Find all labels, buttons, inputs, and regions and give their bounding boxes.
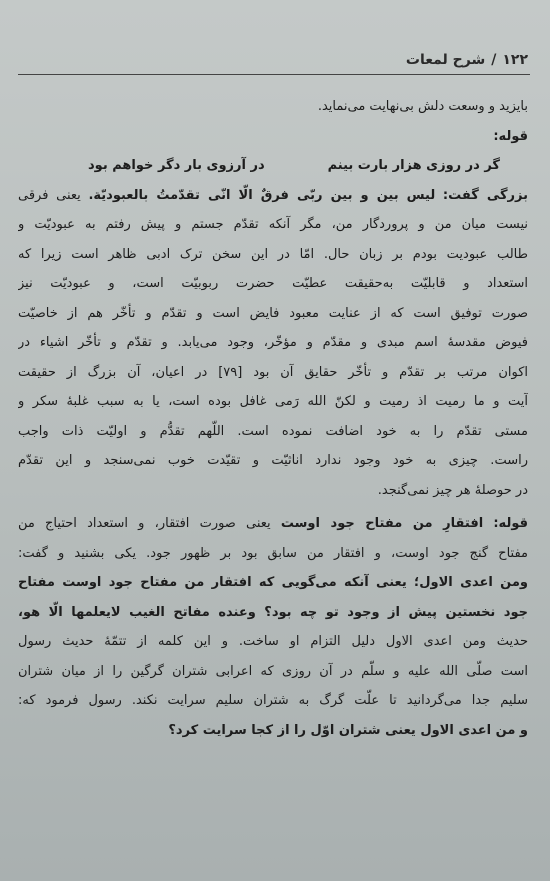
text-line: سلیم جدا می‌گردانید تا علّت گرگ به شتران سلیم سرایت نکند. رسول فرمود که: [18, 693, 528, 708]
text-line: در حوصلهٔ هر چیز نمی‌گنجد. [377, 482, 528, 498]
page-number: ۱۲۲ [502, 52, 528, 68]
text-line [18, 181, 528, 211]
page-header [18, 46, 528, 74]
text-line: است صلّی الله علیه و سلّم در آن روزی که اعرابی شتران گرگین را از میان شتران [18, 663, 528, 679]
header-rule [18, 74, 530, 75]
text-line: طالب عبودیت بودم بر زبان حال. امّا در این سخن ترک ادبی ظاهر است زیرا که [18, 246, 528, 262]
poem-hemistich-left: در آرزوی بار دگر خواهم بود [88, 158, 265, 173]
quote-fragment: افتقارِ من مفتاح جود اوست [280, 516, 484, 531]
text-line: مستی تقدّم را به خود اضافت نموده است. اللّهم تقدُّم و اولیّت ذات واجب [18, 423, 528, 439]
text-line: راست. چیزی به خود وجود ندارد اناثیّت و تقیّدت خوب نمی‌سنجد و این تقدّم [18, 453, 528, 468]
text-line: حدیث ومن اعدی الاول دلیل التزام او ساخت. و این کلمه از تتمّهٔ حدیث رسول [18, 634, 528, 649]
text-line: نیست میان من و پروردگار من، مگر آنکه تقدّم جستم و پیش رفتم به عبودیّت و [18, 217, 528, 232]
text-line: مفتاح گنج جود اوست، و افتقار من سابق بود بر ظهور جود. یکی بشنید و گفت: [18, 545, 528, 561]
qawluhu-label: قوله: [493, 516, 528, 531]
text-line: آیت و ما رمیت اذ رمیت و لکنّ الله رَمی غافل بوده است، یا به سبب غلبهٔ سکر و [18, 394, 528, 409]
text-fragment: یعنی صورت افتقار، و استعداد احتیاج من [18, 516, 271, 531]
text-line: استعداد و قابلیّت به‌حقیقت عطیّت حضرت ربوبیّت است، و عبودیّت نیز [18, 276, 528, 291]
arabic-quote: لیس بین و بین ربّی فرقٌ الّا انّی تقدّمتُ بالعبودیّة. [88, 187, 436, 203]
poem-verse [18, 151, 528, 181]
text-line: صورت توفیق است که از عنایت معبود فایض است و تقدّم و تأخّر هم از خاصیّت [18, 305, 528, 321]
text-line: و من اعدی الاول یعنی شتران اوّل را از کجا سرایت کرد؟ [168, 722, 528, 738]
text-line: فیوض مقدسهٔ اسم مبدی و مقدّم و مؤخّر، وجود می‌یابد. و تقدّم و تأخّر اشیاء در [18, 335, 528, 350]
text-line: جود نخستین پیش از وجود تو چه بود؟ وعنده مفاتح الغیب لایعلمها الّا هو، [18, 604, 528, 620]
text-line: ومن اعدی الاول؛ یعنی آنکه می‌گویی که افتقار من مفتاح جود اوست مفتاح [18, 575, 528, 590]
poem-hemistich-right: گر در روزی هزار بارت بینم [327, 158, 500, 173]
page-body [18, 92, 528, 745]
text-line: اکوان مرتب بر تقدّم و تأخّر حقایق آن بود [۷۹] در اعیان، آن بزرگ از حقیقت [18, 364, 528, 380]
text-fragment: یعنی فرقی [18, 187, 81, 203]
saying-label: بزرگی گفت: [442, 187, 528, 203]
text-line [18, 509, 528, 539]
qawluhu-label: قوله: [493, 128, 528, 144]
book-title: شرح لمعات [405, 52, 486, 68]
text-line: بایزید و وسعت دلش بی‌نهایت می‌نماید. [317, 99, 528, 114]
header-separator: / [491, 52, 497, 68]
